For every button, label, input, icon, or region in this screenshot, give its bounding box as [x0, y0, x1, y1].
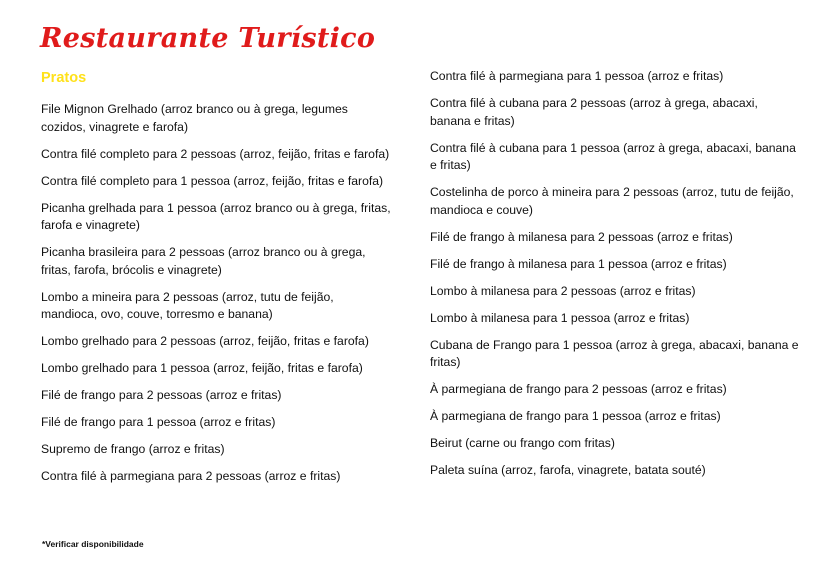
menu-item: Filé de frango para 2 pessoas (arroz e fritas) — [41, 388, 282, 402]
menu-item: Contra filé completo para 2 pessoas (arroz, feijão, fritas e farofa) — [41, 146, 390, 161]
menu-column-left — [41, 101, 391, 495]
menu-item: Lombo a mineira para 2 pessoas (arroz, tutu de feijão, mandioca, ovo, couve, torresmo e banana) — [41, 289, 334, 321]
menu-item: Contra filé à cubana para 1 pessoa (arroz à grega, abacaxi, banana e fritas) — [430, 140, 796, 172]
menu-item: File Mignon Grelhado (arroz branco ou à grega, legumes cozidos, vinagrete e farofa) — [41, 102, 348, 134]
menu-column-right — [430, 68, 800, 489]
menu-item: Picanha brasileira para 2 pessoas (arroz branco ou à grega, fritas, farofa, brócolis e vinagrete) — [41, 245, 366, 277]
menu-item: Picanha grelhada para 1 pessoa (arroz branco ou à grega, fritas, farofa e vinagrete) — [41, 200, 391, 232]
section-heading: Pratos — [41, 70, 87, 86]
menu-item: À parmegiana de frango para 1 pessoa (arroz e fritas) — [430, 409, 721, 423]
menu-item: Contra filé à parmegiana para 1 pessoa (arroz e fritas) — [430, 69, 724, 83]
menu-item: Filé de frango para 1 pessoa (arroz e fritas) — [41, 415, 276, 429]
menu-item: Contra filé à parmegiana para 2 pessoas (arroz e fritas) — [41, 469, 341, 483]
menu-item: Contra filé à cubana para 2 pessoas (arroz à grega, abacaxi, banana e fritas) — [430, 96, 758, 128]
availability-footnote: *Verificar disponibilidade — [42, 539, 144, 549]
menu-item: Supremo de frango (arroz e fritas) — [41, 442, 225, 456]
menu-item: Lombo grelhado para 1 pessoa (arroz, feijão, fritas e farofa) — [41, 361, 363, 375]
menu-item: Filé de frango à milanesa para 2 pessoas (arroz e fritas) — [430, 229, 733, 244]
menu-item: Lombo grelhado para 2 pessoas (arroz, feijão, fritas e farofa) — [41, 334, 369, 348]
menu-item: Beirut (carne ou frango com fritas) — [430, 436, 615, 450]
menu-item: Lombo à milanesa para 2 pessoas (arroz e fritas) — [430, 283, 696, 298]
menu-item: Filé de frango à milanesa para 1 pessoa (arroz e fritas) — [430, 256, 727, 271]
menu-item: Contra filé completo para 1 pessoa (arroz, feijão, fritas e farofa) — [41, 173, 384, 188]
menu-item: Cubana de Frango para 1 pessoa (arroz à grega, abacaxi, banana e fritas) — [430, 337, 799, 369]
menu-item: À parmegiana de frango para 2 pessoas (arroz e fritas) — [430, 382, 727, 396]
page-title: Restaurante Turístico — [40, 23, 376, 54]
menu-item: Paleta suína (arroz, farofa, vinagrete, batata souté) — [430, 463, 706, 477]
menu-item: Lombo à milanesa para 1 pessoa (arroz e fritas) — [430, 310, 690, 325]
menu-item: Costelinha de porco à mineira para 2 pessoas (arroz, tutu de feijão, mandioca e couve) — [430, 185, 794, 217]
